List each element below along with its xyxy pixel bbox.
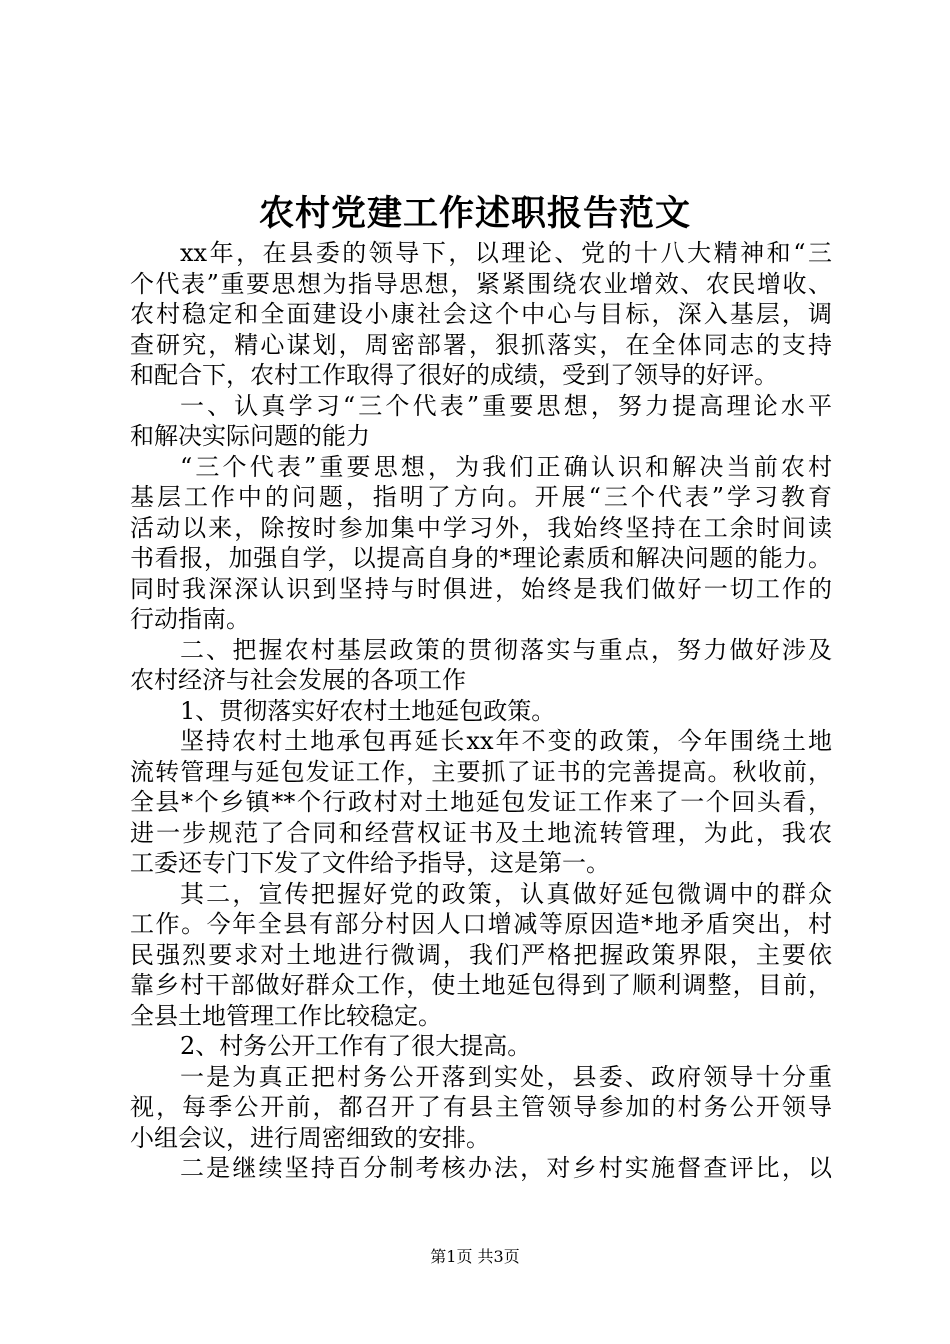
text-line: 二是继续坚持百分制考核办法，对乡村实施督查评比，以 xyxy=(180,1154,832,1182)
text-line: 1、贯彻落实好农村土地延包政策。 xyxy=(180,696,556,725)
text-line: xx年，在县委的领导下，以理论、党的十八大精神和“三 xyxy=(180,239,832,267)
document-body xyxy=(130,238,832,1184)
text-line: 和配合下，农村工作取得了很好的成绩，受到了领导的好评。 xyxy=(130,361,778,389)
text-line: 小组会议，进行周密细致的安排。 xyxy=(130,1123,490,1152)
text-line: 全县土地管理工作比较稳定。 xyxy=(130,1001,442,1030)
text-line: 一、认真学习“三个代表”重要思想，努力提高理论水平 xyxy=(180,391,832,420)
text-line: 农村稳定和全面建设小康社会这个中心与目标，深入基层，调 xyxy=(130,300,832,328)
text-line: 书看报，加强自学，以提高自身的*理论素质和解决问题的能力。 xyxy=(130,544,832,572)
text-line: 视，每季公开前，都召开了有县主管领导参加的村务公开领导 xyxy=(130,1093,832,1121)
text-line: 工委还专门下发了文件给予指导，这是第一。 xyxy=(130,849,610,877)
text-line: 2、村务公开工作有了很大提高。 xyxy=(180,1032,532,1060)
text-line: 靠乡村干部做好群众工作，使土地延包得到了顺利调整，目前， xyxy=(130,971,832,999)
text-line: 农村经济与社会发展的各项工作 xyxy=(130,666,466,694)
text-line: 其二，宣传把握好党的政策，认真做好延包微调中的群众 xyxy=(180,879,832,908)
text-line: 基层工作中的问题，指明了方向。开展“三个代表”学习教育 xyxy=(130,483,832,511)
text-line: 一是为真正把村务公开落到实处，县委、政府领导十分重 xyxy=(180,1062,832,1091)
text-line: 进一步规范了合同和经营权证书及土地流转管理，为此，我农 xyxy=(130,818,832,847)
text-line: 二、把握农村基层政策的贯彻落实与重点，努力做好涉及 xyxy=(180,635,832,664)
text-line: 坚持农村土地承包再延长xx年不变的政策，今年围绕土地 xyxy=(180,727,832,755)
text-line: 活动以来，除按时参加集中学习外，我始终坚持在工余时间读 xyxy=(130,513,832,542)
text-line: 行动指南。 xyxy=(130,605,250,633)
text-line: 查研究，精心谋划，周密部署，狠抓落实，在全体同志的支持 xyxy=(130,330,832,359)
text-line: “三个代表”重要思想，为我们正确认识和解决当前农村 xyxy=(180,452,832,481)
document-title: 农村党建工作述职报告范文 xyxy=(258,193,691,234)
text-line: 个代表”重要思想为指导思想，紧紧围绕农业增效、农民增收、 xyxy=(130,269,832,298)
text-line: 工作。今年全县有部分村因人口增减等原因造*地矛盾突出，村 xyxy=(130,910,832,938)
page-footer: 第1页 共3页 xyxy=(430,1247,520,1266)
text-line: 全县*个乡镇**个行政村对土地延包发证工作来了一个回头看， xyxy=(130,788,832,816)
text-line: 民强烈要求对土地进行微调，我们严格把握政策界限，主要依 xyxy=(130,940,832,969)
text-line: 流转管理与延包发证工作，主要抓了证书的完善提高。秋收前， xyxy=(130,757,832,786)
text-line: 和解决实际问题的能力 xyxy=(130,422,370,450)
text-line: 同时我深深认识到坚持与时俱进，始终是我们做好一切工作的 xyxy=(130,574,832,603)
